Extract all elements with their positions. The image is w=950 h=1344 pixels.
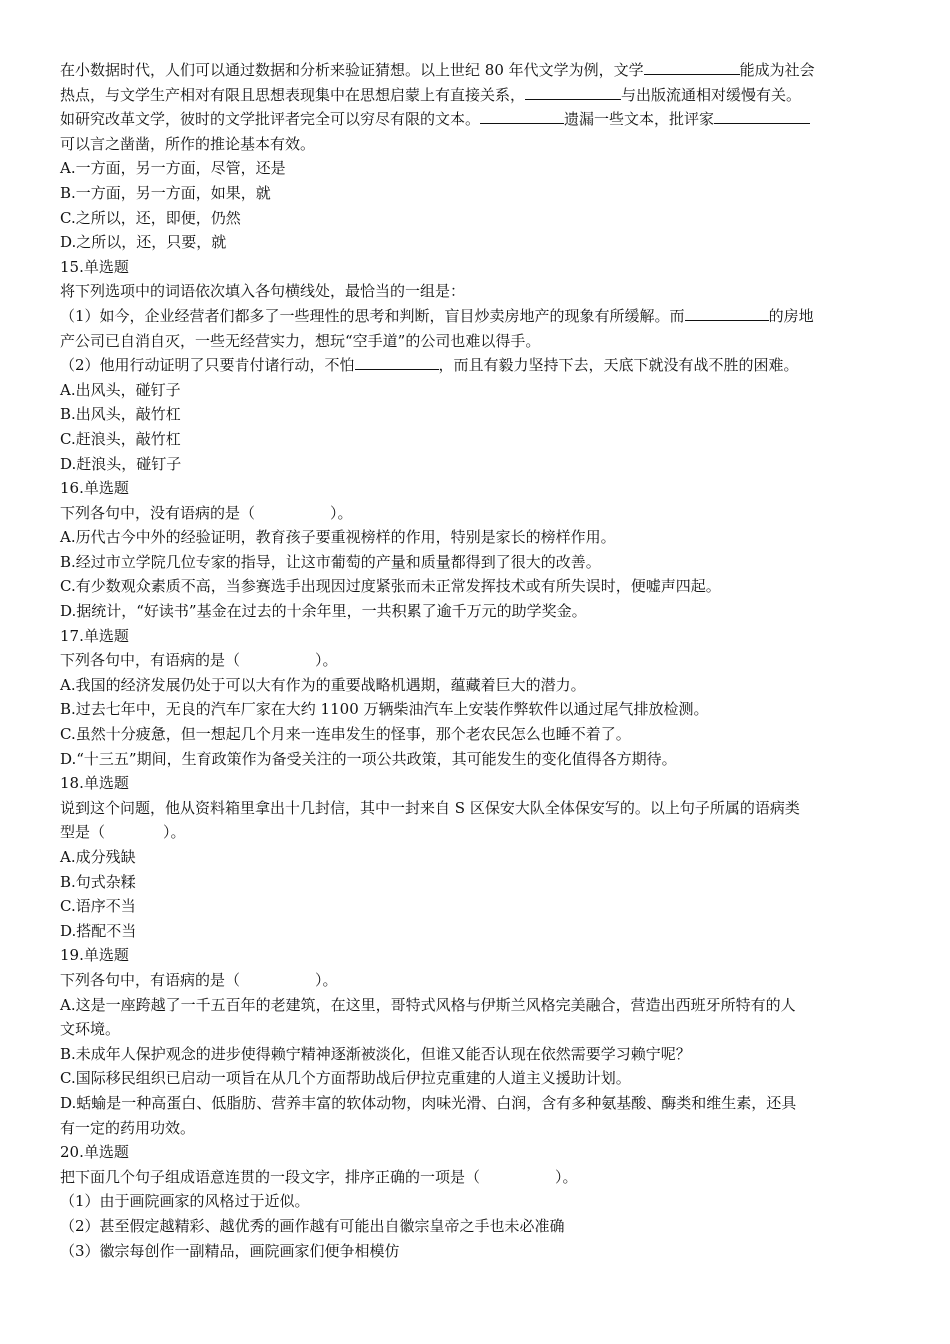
- question-20: [60, 1140, 898, 1263]
- option-c: C.有少数观众素质不高，当参赛选手出现因过度紧张而未正常发挥技术或有所失误时，便嘘声四起。: [60, 577, 721, 596]
- option-c: C.之所以，还，即便，仍然: [60, 208, 241, 227]
- question-header: 17.单选题: [60, 626, 129, 645]
- answer-blank: [355, 354, 439, 370]
- option-b: B.未成年人保护观念的进步使得赖宁精神逐渐被淡化，但谁又能否认现在依然需要学习赖宁呢？: [60, 1044, 691, 1063]
- question-19: [60, 943, 898, 1140]
- answer-blank: [525, 84, 621, 100]
- option-c: C.赶浪头，敲竹杠: [60, 429, 181, 448]
- question-stem: 下列各句中，没有语病的是（ ）。: [60, 503, 353, 522]
- question-header: 18.单选题: [60, 774, 129, 793]
- passage-line: 在小数据时代，人们可以通过数据和分析来验证猜想。以上世纪 80 年代文学为例，文学 能成为社会: [60, 61, 815, 79]
- question-15: [60, 255, 898, 476]
- question-stem: 将下列选项中的词语依次填入各句横线处，最恰当的一组是：: [60, 282, 466, 301]
- option-a: A.这是一座跨越了一千五百年的老建筑，在这里，哥特式风格与伊斯兰风格完美融合，营造出西班牙所特有的人: [60, 995, 796, 1014]
- question-14-options: [60, 156, 898, 254]
- question-stem: 下列各句中，有语病的是（ ）。: [60, 970, 338, 989]
- question-stem: 说到这个问题，他从资料箱里拿出十几封信，其中一封来自 S 区保安大队全体保安写的。以上句子所属的语病类: [60, 798, 800, 817]
- option-d: D.蛞蝓是一种高蛋白、低脂肪、营养丰富的软体动物，肉味光滑、白润，含有多种氨基酸、酶类和维生素，还具: [60, 1093, 797, 1112]
- option-b: B.句式杂糅: [60, 872, 136, 891]
- sentence-line: （2）他用行动证明了只要肯付诸行动，不怕 ，而且有毅力坚持下去，天底下就没有战不胜的困难。: [60, 356, 799, 375]
- option-d-cont: 有一定的药用功效。: [60, 1118, 196, 1137]
- option-b: B.一方面，另一方面，如果，就: [60, 183, 271, 202]
- sentence-line: 产公司已自消自灭，一些无经营实力，想玩“空手道”的公司也难以得手。: [60, 331, 541, 350]
- question-header: 19.单选题: [60, 946, 129, 965]
- option-a: A.历代古今中外的经验证明，教育孩子要重视榜样的作用，特别是家长的榜样作用。: [60, 528, 616, 547]
- option-a-cont: 文环境。: [60, 1020, 121, 1039]
- sentence-item: （2）甚至假定越精彩、越优秀的画作越有可能出自徽宗皇帝之手也未必准确: [60, 1216, 565, 1235]
- answer-blank: [685, 305, 769, 321]
- sentence-line: （1）如今，企业经营者们都多了一些理性的思考和判断，盲目炒卖房地产的现象有所缓解。而 的房地: [60, 306, 814, 325]
- passage-line: 如研究改革文学，彼时的文学批评者完全可以穷尽有限的文本。 遗漏一些文本，批评家: [60, 107, 898, 132]
- question-header: 15.单选题: [60, 257, 129, 276]
- option-b: B.出风头，敲竹杠: [60, 405, 181, 424]
- question-stem: 型是（ ）。: [60, 823, 186, 842]
- option-b: B.经过市立学院几位专家的指导，让这市葡萄的产量和质量都得到了很大的改善。: [60, 552, 601, 571]
- option-a: A.一方面，另一方面，尽管，还是: [60, 159, 286, 178]
- answer-blank: [480, 108, 564, 124]
- question-16: [60, 476, 898, 624]
- question-stem: 下列各句中，有语病的是（ ）。: [60, 651, 338, 670]
- sentence-item: （1）由于画院画家的风格过于近似。: [60, 1192, 310, 1211]
- option-d: D.之所以，还，只要，就: [60, 233, 227, 252]
- sentence-item: （3）徽宗每创作一副精品，画院画家们便争相模仿: [60, 1241, 400, 1260]
- question-stem: 把下面几个句子组成语意连贯的一段文字，排序正确的一项是（ ）。: [60, 1167, 578, 1186]
- question-header: 20.单选题: [60, 1143, 129, 1162]
- question-18: [60, 771, 898, 943]
- option-d: D.赶浪头，碰钉子: [60, 454, 182, 473]
- option-c: C.语序不当: [60, 897, 136, 916]
- option-c: C.国际移民组织已启动一项旨在从几个方面帮助战后伊拉克重建的人道主义援助计划。: [60, 1069, 631, 1088]
- passage-line: 热点，与文学生产相对有限且思想表现集中在思想启蒙上有直接关系， 与出版流通相对缓慢有关。: [60, 85, 802, 104]
- passage-line: 可以言之凿凿，所作的推论基本有效。: [60, 134, 316, 153]
- option-a: A.出风头，碰钉子: [60, 380, 181, 399]
- question-14-passage: [60, 58, 898, 156]
- question-17: [60, 624, 898, 772]
- option-d: D.“十三五”期间，生育政策作为备受关注的一项公共政策，其可能发生的变化值得各方期待。: [60, 749, 677, 768]
- answer-blank: [714, 108, 810, 124]
- option-d: D.据统计，“好读书”基金在过去的十余年里，一共积累了逾千万元的助学奖金。: [60, 602, 587, 621]
- option-a: A.成分残缺: [60, 848, 136, 866]
- option-d: D.搭配不当: [60, 921, 137, 940]
- option-a: A.我国的经济发展仍处于可以大有作为的重要战略机遇期，蕴藏着巨大的潜力。: [60, 675, 586, 694]
- option-b: B.过去七年中，无良的汽车厂家在大约 1100 万辆柴油汽车上安装作弊软件以通过尾气排放检测。: [60, 700, 709, 719]
- option-c: C.虽然十分疲惫，但一想起几个月来一连串发生的怪事，那个老农民怎么也睡不着了。: [60, 725, 631, 744]
- answer-blank: [644, 59, 740, 75]
- document-content: [60, 58, 898, 1263]
- question-header: 16.单选题: [60, 479, 129, 498]
